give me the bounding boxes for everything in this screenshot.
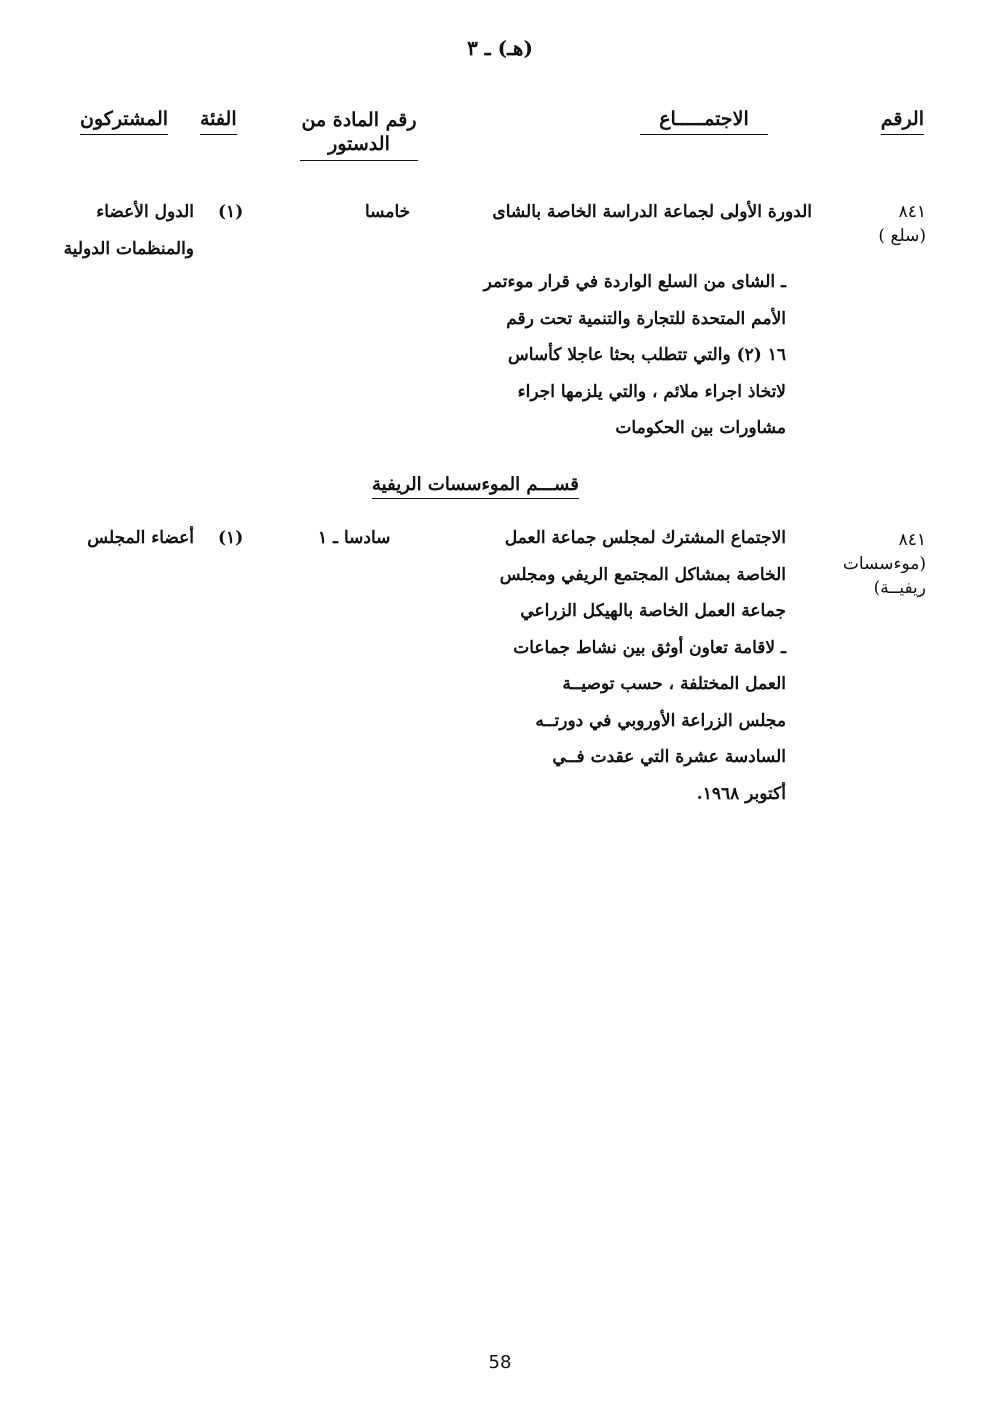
entry-category: (١) (218, 202, 244, 222)
entry-participants (46, 520, 194, 557)
header-participants: المشتركون (80, 108, 168, 135)
entry-number-sub: (موءسسات (842, 554, 926, 574)
header-article-line2: الدستور (328, 133, 390, 155)
participants-line: أعضاء المجلس (87, 528, 194, 548)
entry-article: سادسا ـ ١ (318, 528, 391, 548)
meeting-line: الدورة الأولى لجماعة الدراسة الخاصة بالشاى (492, 202, 812, 222)
meeting-line: ـ لاقامة تعاون أوثق بين نشاط جماعات (513, 637, 786, 658)
entry-meeting (452, 194, 812, 231)
meeting-line: الأمم المتحدة للتجارة والتنمية تحت رقم (506, 308, 786, 329)
entry-meeting-details (446, 264, 786, 447)
meeting-line: ـ الشاى من السلع الواردة في قرار موءتمر (483, 272, 786, 292)
entry-category: (١) (218, 528, 244, 548)
section-title: قســـم الموءسسات الريفية (372, 474, 579, 499)
participants-line: والمنظمات الدولية (63, 238, 194, 259)
entry-number-sub: (سلع ) (878, 226, 926, 246)
meeting-line: مشاورات بين الحكومات (615, 418, 786, 438)
entry-article: خامسا (365, 202, 411, 222)
entry-participants (46, 194, 194, 267)
meeting-line: الخاصة بمشاكل المجتمع الريفي ومجلس (499, 564, 786, 585)
meeting-line: مجلس الزراعة الأوروبي في دورتــه (535, 710, 786, 731)
entry-number (878, 200, 926, 248)
entry-number (843, 528, 926, 600)
meeting-line: السادسة عشرة التي عقدت فــي (552, 747, 786, 767)
meeting-line: ١٦ (٢) والتي تتطلب بحثا عاجلا كأساس (508, 345, 786, 365)
page-reference: (هـ) ـ ٣ (467, 36, 533, 60)
meeting-line: لاتخاذ اجراء ملائم ، والتي يلزمها اجراء (517, 381, 786, 402)
entry-meeting (446, 520, 786, 812)
header-article-line1: رقم المادة من (301, 109, 417, 131)
meeting-line: أكتوبر ١٩٦٨. (696, 783, 786, 804)
entry-number-sub: ريفيــة) (873, 578, 926, 598)
page-number: 58 (488, 1352, 512, 1373)
entry-number-value: ٨٤١ (898, 530, 926, 550)
header-article (300, 108, 418, 161)
header-number: الرقم (881, 108, 924, 135)
meeting-line: الاجتماع المشترك لمجلس جماعة العمل (504, 528, 786, 548)
entry-number-value: ٨٤١ (898, 202, 926, 222)
meeting-line: العمل المختلفة ، حسب توصيــة (562, 674, 786, 694)
header-category: الفئة (200, 108, 237, 135)
header-meeting: الاجتمـــــاع (640, 108, 768, 135)
meeting-line: جماعة العمل الخاصة بالهيكل الزراعي (520, 601, 786, 621)
participants-line: الدول الأعضاء (96, 202, 194, 222)
